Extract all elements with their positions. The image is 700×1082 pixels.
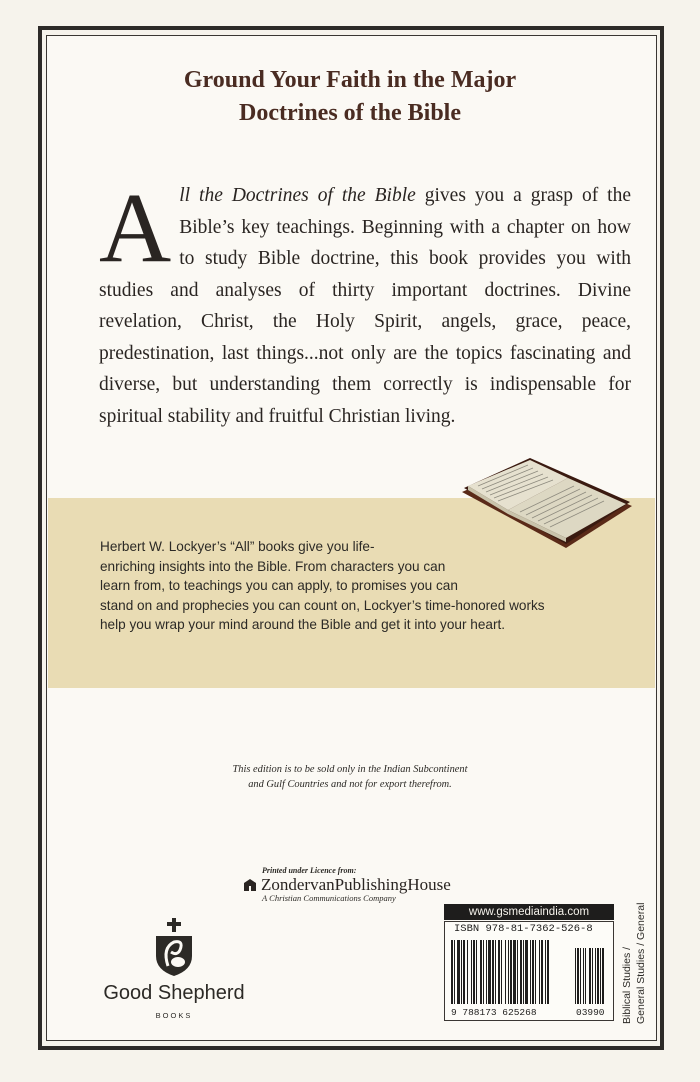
barcode-digits: 9 788173 625268 bbox=[451, 1007, 537, 1018]
heading-line-1: Ground Your Faith in the Major bbox=[183, 67, 517, 93]
cover-heading bbox=[60, 64, 640, 130]
blurb-line-5: help you wrap your mind around the Bible and get it into your heart. bbox=[100, 617, 506, 633]
notice-line-2: and Gulf Countries and not for export therefrom. bbox=[248, 779, 452, 790]
zondervan-name: ZondervanPublishingHouse bbox=[261, 875, 451, 894]
heading-line-2: Doctrines of the Bible bbox=[239, 100, 461, 126]
blurb-line-4: stand on and prophecies you can count on, Lockyer’s time-honored works bbox=[100, 597, 545, 613]
notice-line-1: This edition is to be sold only in the Indian Subcontinent bbox=[232, 764, 468, 775]
category-line-1: Biblical Studies / bbox=[621, 946, 633, 1024]
blurb-line-2: enriching insights into the Bible. From characters you can bbox=[100, 558, 446, 574]
category-line-2: General Studies / General bbox=[635, 902, 647, 1024]
zondervan-subtitle: A Christian Communications Company bbox=[262, 893, 396, 903]
price-code: 03990 bbox=[576, 1007, 605, 1018]
lockyer-blurb bbox=[100, 537, 640, 635]
description-text: gives you a grasp of the Bible’s key teachings. Beginning with a chapter on how to study Bible doctrine, this book provides you with studies and analyses of thirty important doctrines. Divine revelation, Christ, the Holy Spirit, angels, grace, peace, predestination, last things...not only are the topics fascinating and diverse, but understanding them correctly is indispensable for spiritual stability and fruitful Christian living. bbox=[99, 185, 631, 427]
drop-cap: A bbox=[99, 172, 172, 283]
description-paragraph bbox=[99, 172, 631, 432]
blurb-line-3: learn from, to teachings you can apply, to promises you can bbox=[100, 578, 458, 594]
licence-label: Printed under Licence from: bbox=[262, 866, 357, 875]
blurb-line-1: Herbert W. Lockyer’s “All” books give you life- bbox=[100, 539, 375, 554]
website-url: www.gsmedia​india.com bbox=[444, 904, 614, 920]
good-shepherd-logo-icon bbox=[150, 918, 198, 978]
brand-subtitle: BOOKS bbox=[155, 1011, 193, 1020]
book-title-italic: ll the Doctrines of the Bible bbox=[179, 185, 416, 206]
barcode-icon bbox=[449, 940, 609, 1006]
territory-notice bbox=[60, 762, 640, 792]
zondervan-logo bbox=[244, 875, 451, 895]
zondervan-mark-icon bbox=[244, 879, 256, 891]
category-label bbox=[617, 888, 657, 1024]
brand-name: Good Shepherd bbox=[103, 982, 245, 1004]
isbn-label: ISBN 978-81-7362-526-8 bbox=[454, 923, 593, 935]
